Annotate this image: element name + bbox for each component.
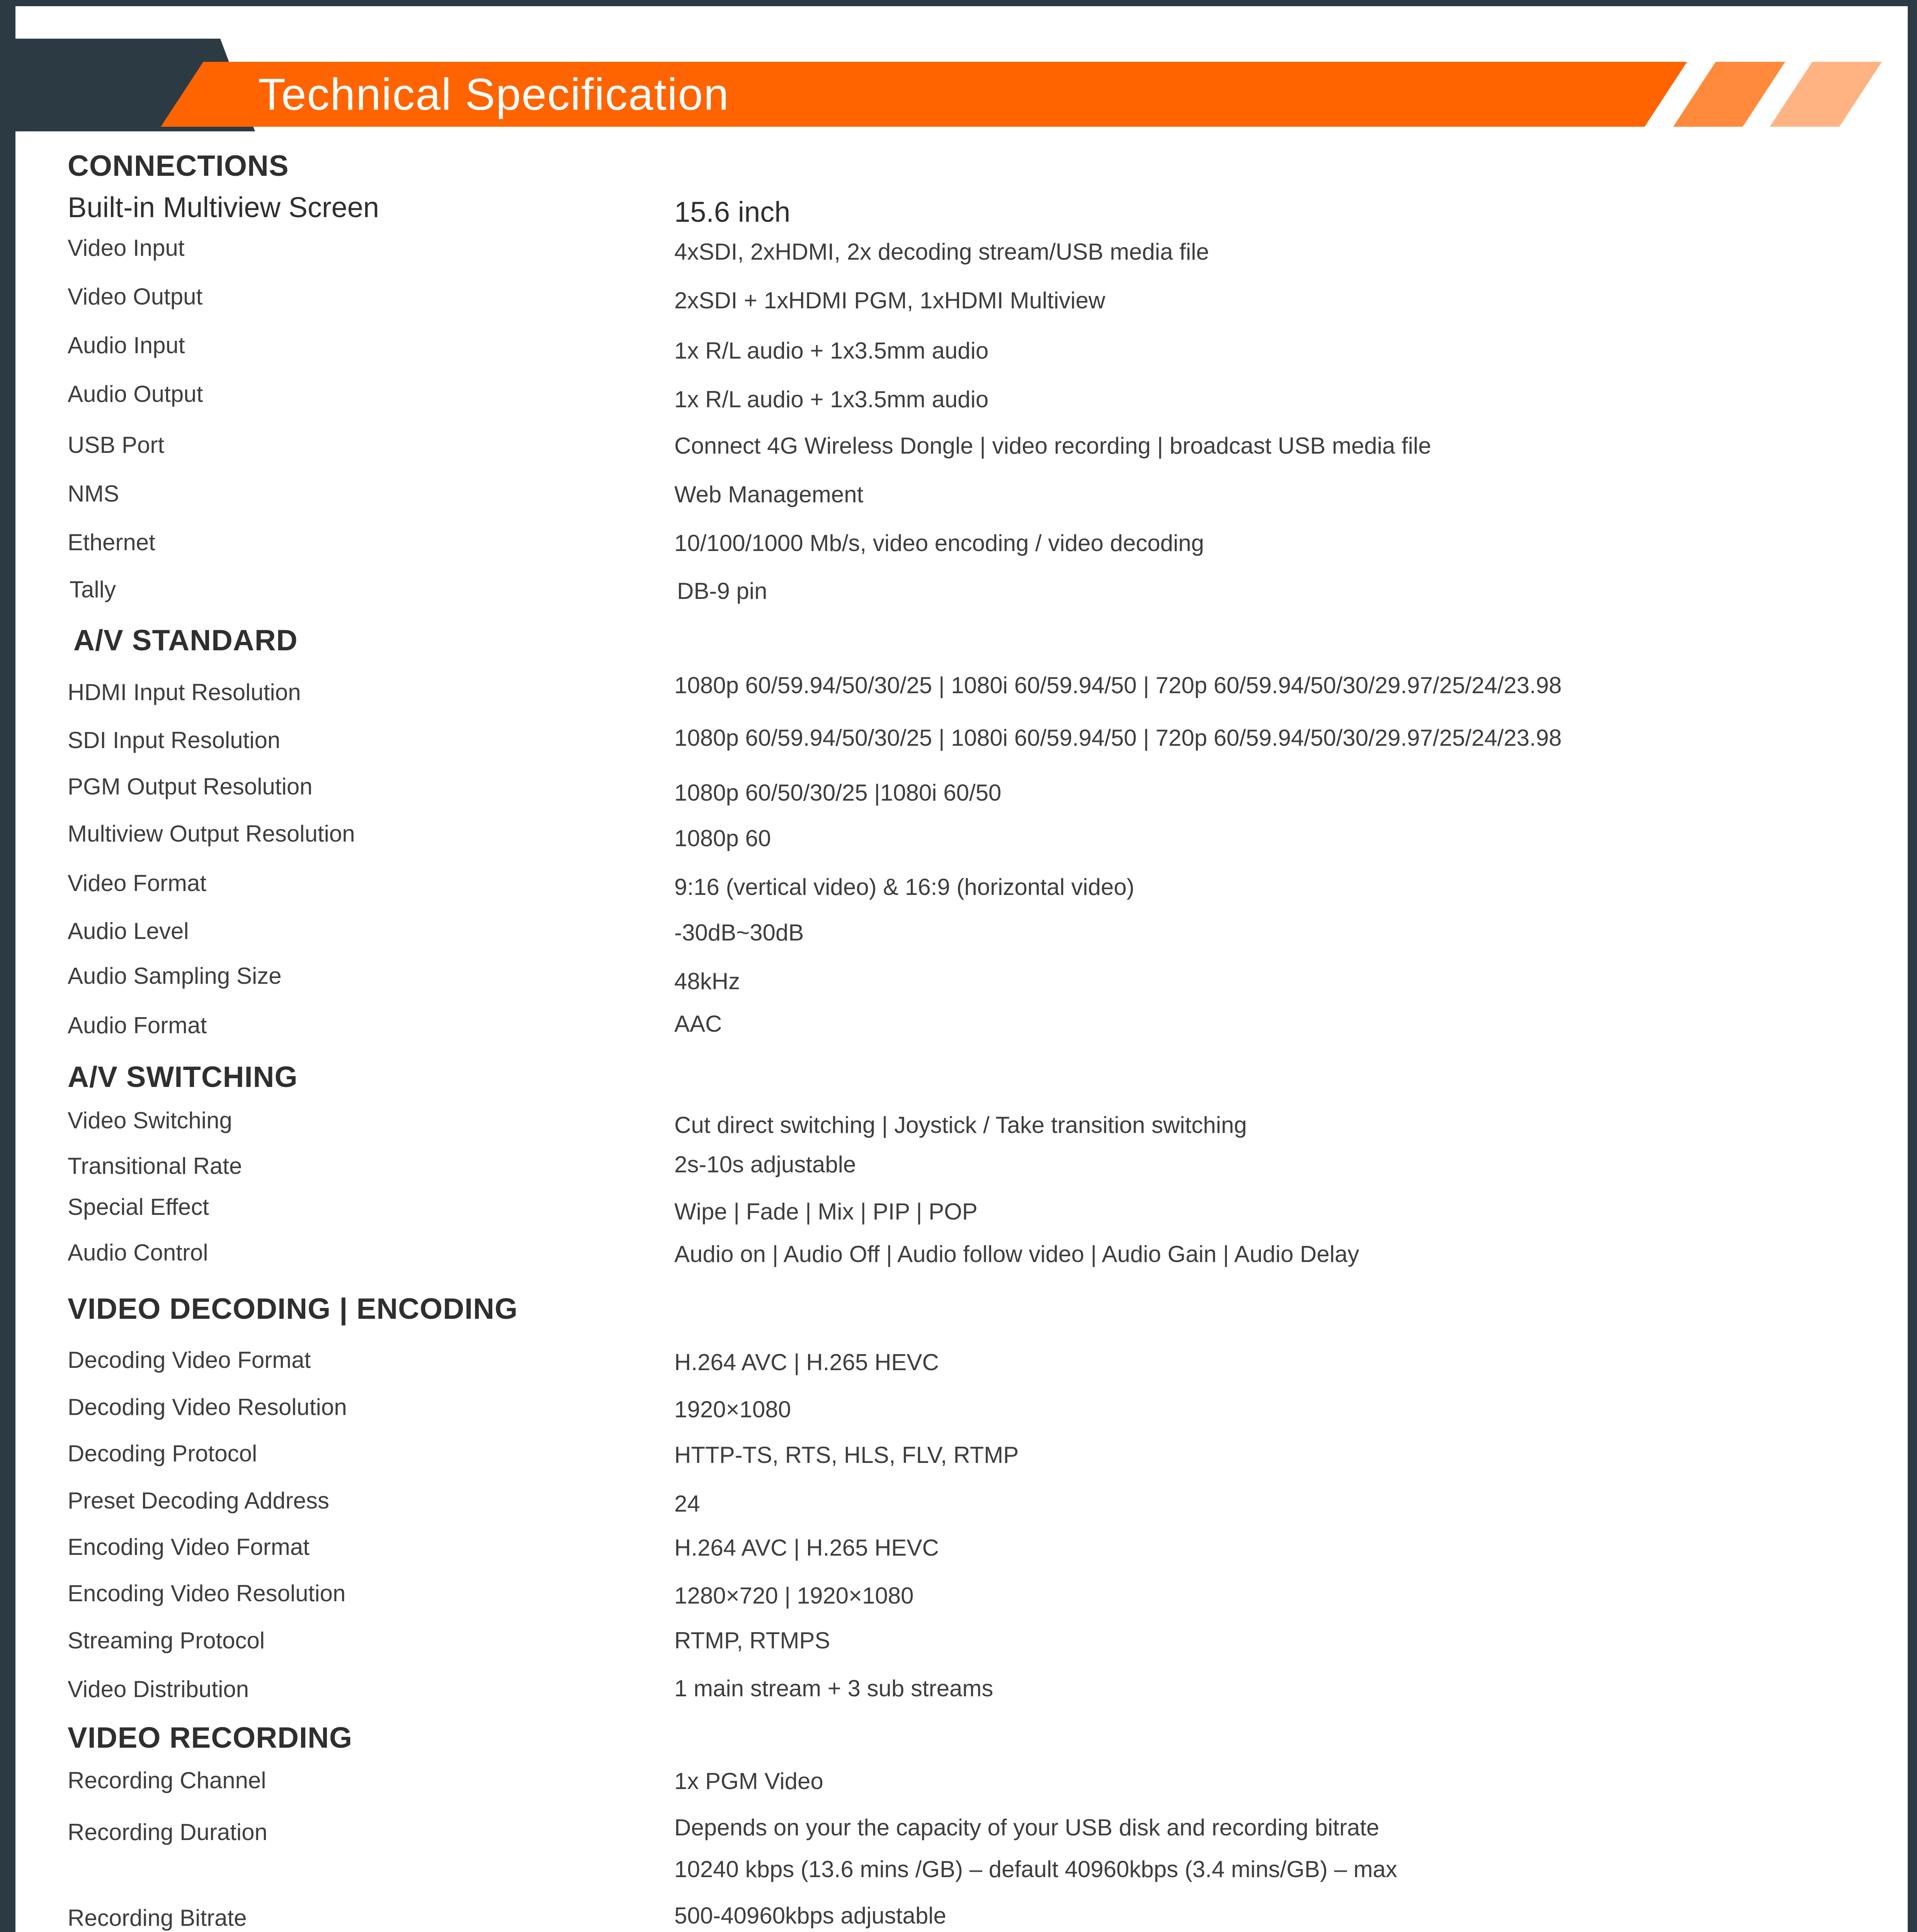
spec-label: SDI Input Resolution [68,727,281,753]
spec-label: Audio Format [68,1012,207,1038]
spec-value: AAC [674,1011,722,1037]
spec-value: H.264 AVC | H.265 HEVC [674,1349,939,1375]
spec-value: 10/100/1000 Mb/s, video encoding / video decoding [674,530,1204,556]
spec-label: Audio Input [68,332,185,358]
spec-value: 24 [674,1491,700,1517]
spec-label: Recording Bitrate [68,1905,247,1931]
spec-value: -30dB~30dB [674,920,804,946]
spec-label: NMS [68,481,119,507]
spec-value: 1080p 60/50/30/25 |1080i 60/50 [674,780,1002,806]
spec-value: 1x PGM Video [674,1768,823,1794]
spec-label: USB Port [68,432,165,458]
section-heading-video-recording: VIDEO RECORDING [68,1721,353,1754]
spec-label: Multiview Output Resolution [68,821,355,847]
spec-label: Decoding Video Format [68,1347,311,1373]
header-stripe-mid [1673,62,1785,127]
spec-value: Depends on your the capacity of your USB disk and recording bitrate [674,1815,1379,1840]
spec-label: Built-in Multiview Screen [68,191,379,223]
spec-value: 1080p 60 [674,825,771,851]
spec-value: Cut direct switching | Joystick / Take transition switching [674,1112,1247,1138]
spec-value: 4xSDI, 2xHDMI, 2x decoding stream/USB media file [674,239,1209,265]
spec-label: Video Switching [68,1107,232,1133]
spec-label: Preset Decoding Address [68,1488,330,1514]
page-frame-right [1908,0,1917,1932]
spec-label: Video Output [68,284,203,310]
header-stripe-light [1770,62,1882,127]
spec-label: Decoding Video Resolution [68,1394,347,1420]
spec-value: 1 main stream + 3 sub streams [674,1675,993,1701]
page-frame-top [0,0,1917,6]
spec-value: 1x R/L audio + 1x3.5mm audio [674,338,989,364]
spec-label: PGM Output Resolution [68,774,313,799]
spec-value: Connect 4G Wireless Dongle | video recording | broadcast USB media file [674,433,1431,459]
spec-value: 1080p 60/59.94/50/30/25 | 1080i 60/59.94/50 | 720p 60/59.94/50/30/29.97/25/24/23.98 [674,725,1562,751]
spec-label: Decoding Protocol [68,1440,257,1466]
spec-label: Recording Channel [68,1767,266,1793]
spec-label: Audio Sampling Size [68,963,282,989]
spec-value: 9:16 (vertical video) & 16:9 (horizontal video) [674,874,1135,900]
spec-value: HTTP-TS, RTS, HLS, FLV, RTMP [674,1442,1019,1468]
spec-value: Audio on | Audio Off | Audio follow video | Audio Gain | Audio Delay [674,1241,1359,1267]
spec-label: Video Format [68,870,207,896]
spec-value: 500-40960kbps adjustable [674,1903,946,1929]
spec-value: DB-9 pin [677,578,767,604]
spec-label: Recording Duration [68,1819,267,1845]
spec-label: Streaming Protocol [68,1628,265,1653]
spec-label: Ethernet [68,529,155,555]
spec-value: 2s-10s adjustable [674,1151,856,1177]
spec-label: HDMI Input Resolution [68,679,301,705]
spec-label: Video Distribution [68,1676,249,1702]
spec-label: Video Input [68,235,185,261]
section-heading-connections: CONNECTIONS [68,150,289,182]
spec-value-continued: 10240 kbps (13.6 mins /GB) – default 40960kbps (3.4 mins/GB) – max [674,1856,1397,1882]
spec-label: Encoding Video Format [68,1534,310,1560]
spec-label: Transitional Rate [68,1153,242,1179]
spec-value: RTMP, RTMPS [674,1628,830,1653]
spec-label: Special Effect [68,1194,209,1220]
spec-value: 1080p 60/59.94/50/30/25 | 1080i 60/59.94/50 | 720p 60/59.94/50/30/29.97/25/24/23.98 [674,672,1562,698]
spec-label: Audio Output [68,381,203,407]
spec-value: Wipe | Fade | Mix | PIP | POP [674,1199,978,1225]
spec-value: H.264 AVC | H.265 HEVC [674,1535,939,1561]
spec-value: 48kHz [674,968,740,994]
section-heading-av-switching: A/V SWITCHING [68,1061,298,1094]
spec-value: 15.6 inch [674,196,791,228]
spec-value: 1280×720 | 1920×1080 [674,1583,914,1609]
spec-label: Audio Control [68,1240,208,1265]
spec-value: 2xSDI + 1xHDMI PGM, 1xHDMI Multiview [674,287,1106,313]
page-frame-left [0,0,15,1932]
spec-value: Web Management [674,481,864,507]
spec-label: Encoding Video Resolution [68,1580,346,1606]
spec-label: Audio Level [68,918,189,944]
spec-value: 1x R/L audio + 1x3.5mm audio [674,386,989,412]
page-title: Technical Specification [258,69,730,119]
spec-label: Tally [70,577,116,602]
spec-value: 1920×1080 [674,1396,791,1422]
section-heading-video-decoding-encoding: VIDEO DECODING | ENCODING [68,1293,518,1325]
section-heading-av-standard: A/V STANDARD [73,624,298,657]
